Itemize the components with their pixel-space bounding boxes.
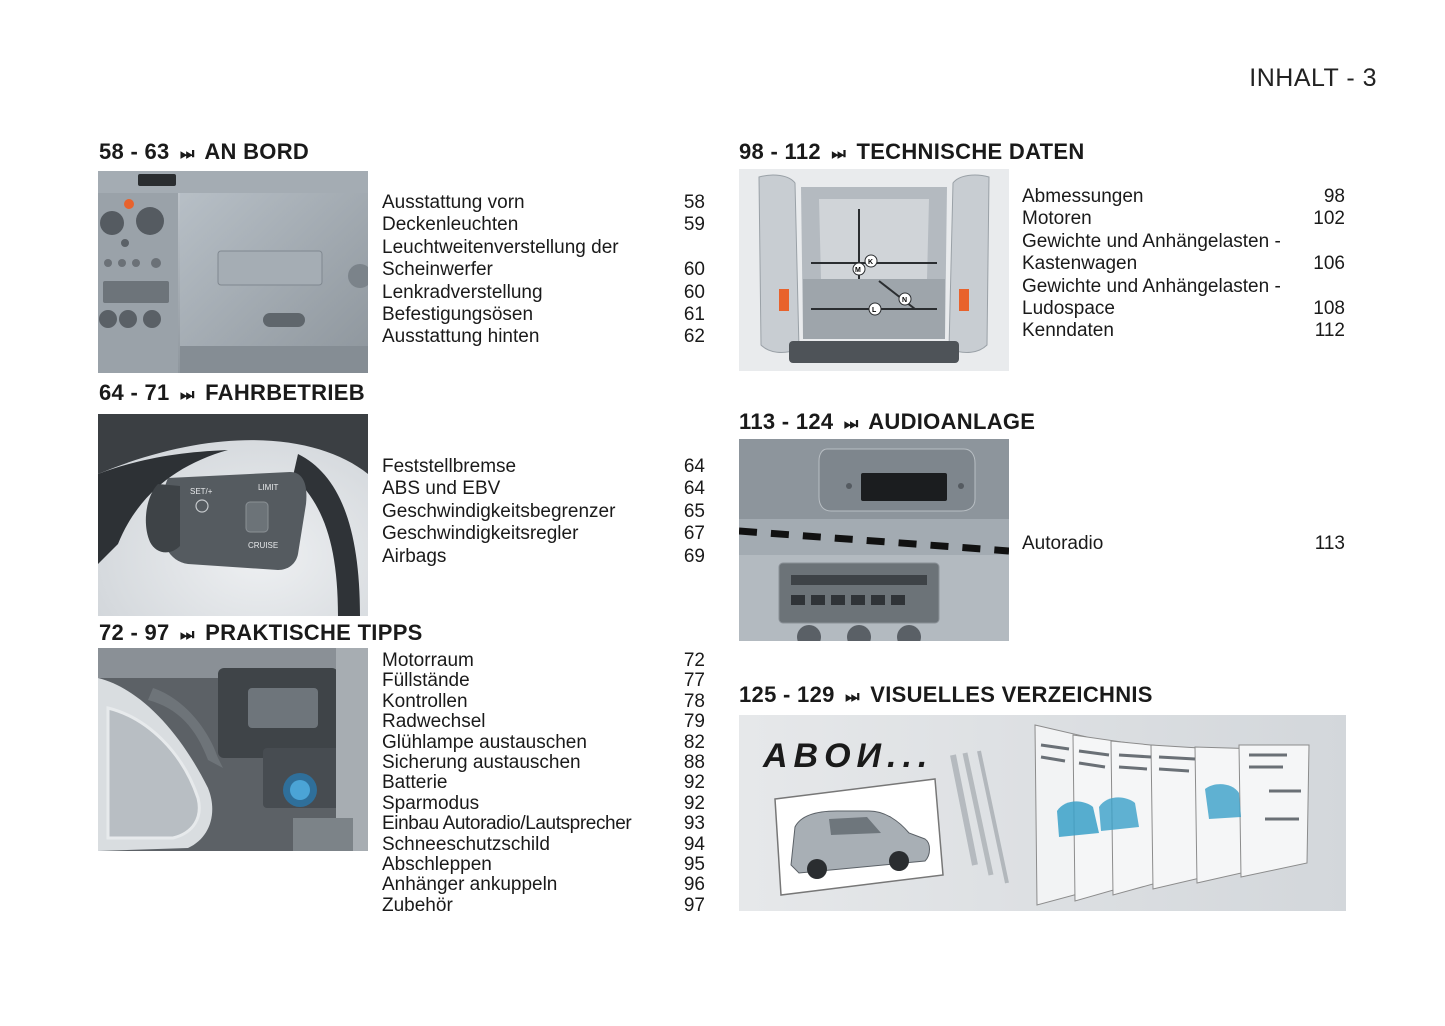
entry-page: 92	[683, 772, 705, 794]
toc-entry[interactable]	[1022, 298, 1345, 320]
visual-index-illustration	[739, 715, 1346, 911]
entry-page: 78	[683, 690, 705, 712]
dim-label-k: K	[868, 259, 874, 266]
entry-label: Geschwindigkeitsregler	[382, 523, 579, 545]
toc-list-technische-daten	[1022, 186, 1345, 343]
entry-page: 69	[683, 545, 705, 567]
entry-label: Airbags	[382, 545, 447, 567]
toc-entry[interactable]	[382, 671, 705, 691]
toc-entry[interactable]	[382, 814, 705, 834]
section-title-audioanlage[interactable]	[739, 409, 1035, 435]
section-range: 58 - 63	[99, 139, 170, 164]
toc-entry[interactable]	[382, 326, 705, 348]
entry-label: Glühlampe austauschen	[382, 731, 587, 753]
section-name: AUDIOANLAGE	[868, 409, 1036, 434]
toc-entry[interactable]	[382, 875, 705, 895]
section-title-technische-daten[interactable]	[739, 139, 1085, 165]
entry-label: Ausstattung vorn	[382, 192, 525, 213]
section-range: 64 - 71	[99, 380, 170, 405]
entry-label: Deckenleuchten	[382, 214, 519, 236]
toc-list-audioanlage	[1022, 533, 1345, 555]
section-name: VISUELLES VERZEICHNIS	[870, 682, 1153, 707]
toc-entry[interactable]	[382, 523, 705, 545]
toc-entry[interactable]	[382, 855, 705, 875]
fast-forward-icon: ⏭	[180, 627, 195, 644]
fast-forward-icon: ⏭	[843, 416, 859, 433]
entry-page: 61	[683, 304, 705, 326]
toc-entry[interactable]	[1022, 533, 1345, 555]
toc-entry[interactable]	[382, 192, 705, 214]
fast-forward-icon: ⏭	[180, 146, 195, 163]
entry-page: 65	[683, 500, 705, 522]
entry-page: 60	[683, 259, 705, 281]
entry-label: Gewichte und Anhängelasten -	[1022, 230, 1281, 252]
toc-entry[interactable]	[382, 753, 705, 773]
fast-forward-icon: ⏭	[845, 689, 860, 706]
toc-entry[interactable]	[1022, 231, 1345, 253]
section-range: 98 - 112	[739, 139, 821, 164]
section-range: 72 - 97	[99, 620, 170, 645]
stalk-label-limit: LIMIT	[258, 483, 279, 492]
entry-label: Motoren	[1022, 208, 1092, 230]
entry-page: 79	[683, 711, 705, 733]
entry-page: 67	[683, 523, 705, 545]
toc-entry[interactable]	[382, 546, 705, 568]
toc-entry[interactable]	[382, 794, 705, 814]
entry-label: Füllstände	[382, 670, 470, 692]
section-title-an-bord[interactable]	[99, 139, 309, 165]
section-name: AN BORD	[204, 139, 310, 164]
entry-page: 60	[683, 281, 705, 303]
toc-entry[interactable]	[1022, 276, 1345, 298]
toc-entry[interactable]	[382, 773, 705, 793]
toc-entry[interactable]	[382, 259, 705, 281]
audio-system-illustration	[739, 439, 1009, 641]
entry-page: 88	[683, 752, 705, 774]
section-name: FAHRBETRIEB	[205, 380, 365, 405]
section-name: PRAKTISCHE TIPPS	[205, 620, 423, 645]
entry-label: Gewichte und Anhängelasten -	[1022, 275, 1281, 297]
section-name: TECHNISCHE DATEN	[856, 139, 1085, 164]
entry-label: Batterie	[382, 772, 448, 794]
toc-list-fahrbetrieb	[382, 456, 705, 568]
entry-page: 62	[683, 326, 705, 348]
toc-entry[interactable]	[382, 896, 705, 916]
toc-entry[interactable]	[382, 478, 705, 500]
section-range: 125 - 129	[739, 682, 835, 707]
entry-label: Ausstattung hinten	[382, 326, 540, 348]
entry-label: Radwechsel	[382, 711, 486, 733]
toc-entry[interactable]	[382, 237, 705, 259]
entry-label: Einbau Autoradio/Lautsprecher	[382, 813, 632, 835]
entry-page: 97	[683, 894, 705, 916]
entry-page: 64	[683, 456, 705, 477]
entry-page: 112	[1314, 320, 1345, 342]
entry-page: 93	[683, 813, 705, 835]
entry-label: Kontrollen	[382, 690, 468, 712]
entry-page: 64	[683, 478, 705, 500]
entry-page: 106	[1313, 253, 1345, 275]
toc-entry[interactable]	[1022, 208, 1345, 230]
toc-entry[interactable]	[382, 282, 705, 304]
entry-label: Anhänger ankuppeln	[382, 874, 558, 896]
entry-page: 108	[1313, 298, 1345, 320]
entry-label: Lenkradverstellung	[382, 281, 543, 303]
toc-list-praktische-tipps	[382, 651, 705, 916]
entry-label: Sparmodus	[382, 792, 480, 814]
entry-label: Befestigungsösen	[382, 304, 534, 326]
entry-page: 98	[1323, 186, 1345, 207]
entry-label: Ludospace	[1022, 298, 1115, 320]
entry-label: Feststellbremse	[382, 456, 517, 477]
dashboard-illustration	[98, 171, 368, 373]
section-title-visuelles-verzeichnis[interactable]	[739, 682, 1153, 708]
toc-list-an-bord	[382, 192, 705, 349]
toc-entry[interactable]	[382, 456, 705, 478]
entry-page: 96	[683, 874, 705, 896]
entry-page: 77	[683, 670, 705, 692]
toc-entry[interactable]	[382, 692, 705, 712]
toc-entry[interactable]	[382, 733, 705, 753]
section-range: 113 - 124	[739, 409, 834, 434]
section-title-fahrbetrieb[interactable]	[99, 380, 365, 406]
entry-page: 59	[683, 214, 705, 236]
entry-label: Zubehör	[382, 894, 453, 916]
entry-label: Kastenwagen	[1022, 253, 1138, 275]
page-title: INHALT - 3	[1249, 64, 1377, 92]
steering-stalk-illustration	[98, 414, 368, 616]
toc-entry[interactable]	[382, 712, 705, 732]
toc-entry[interactable]	[382, 304, 705, 326]
entry-page: 82	[683, 731, 705, 753]
dim-label-l: L	[872, 307, 877, 314]
visual-index-heading: ABOИ...	[763, 737, 934, 775]
cargo-dimensions-illustration	[739, 169, 1009, 371]
entry-label: Motorraum	[382, 650, 474, 671]
dim-label-m: M	[855, 267, 861, 274]
entry-label: Sicherung austauschen	[382, 752, 581, 774]
toc-entry[interactable]	[382, 651, 705, 671]
toc-entry[interactable]	[382, 501, 705, 523]
section-title-praktische-tipps[interactable]	[99, 620, 423, 646]
toc-entry[interactable]	[1022, 186, 1345, 208]
entry-label: ABS und EBV	[382, 478, 501, 500]
entry-label: Schneeschutzschild	[382, 833, 550, 855]
entry-label: Kenndaten	[1022, 320, 1114, 342]
stalk-label-set: SET/+	[190, 487, 213, 496]
engine-bay-illustration	[98, 648, 368, 851]
entry-label: Abmessungen	[1022, 186, 1144, 207]
entry-page: 58	[683, 192, 705, 213]
toc-entry[interactable]	[1022, 253, 1345, 275]
dim-label-n: N	[902, 297, 908, 304]
entry-page: 102	[1313, 208, 1345, 230]
entry-page: 95	[683, 854, 705, 876]
entry-label: Abschleppen	[382, 854, 492, 876]
fast-forward-icon: ⏭	[180, 387, 195, 404]
toc-entry[interactable]	[1022, 320, 1345, 342]
entry-page: 72	[683, 650, 705, 671]
entry-label: Geschwindigkeitsbegrenzer	[382, 500, 616, 522]
entry-page: 92	[683, 792, 705, 814]
toc-entry[interactable]	[382, 214, 705, 236]
entry-label: Leuchtweitenverstellung der	[382, 236, 619, 258]
entry-label: Autoradio	[1022, 533, 1104, 554]
entry-page: 94	[683, 833, 705, 855]
entry-label: Scheinwerfer	[382, 259, 493, 281]
toc-entry[interactable]	[382, 835, 705, 855]
entry-page: 113	[1314, 533, 1345, 554]
stalk-label-cruise: CRUISE	[248, 541, 279, 550]
fast-forward-icon: ⏭	[831, 146, 847, 163]
